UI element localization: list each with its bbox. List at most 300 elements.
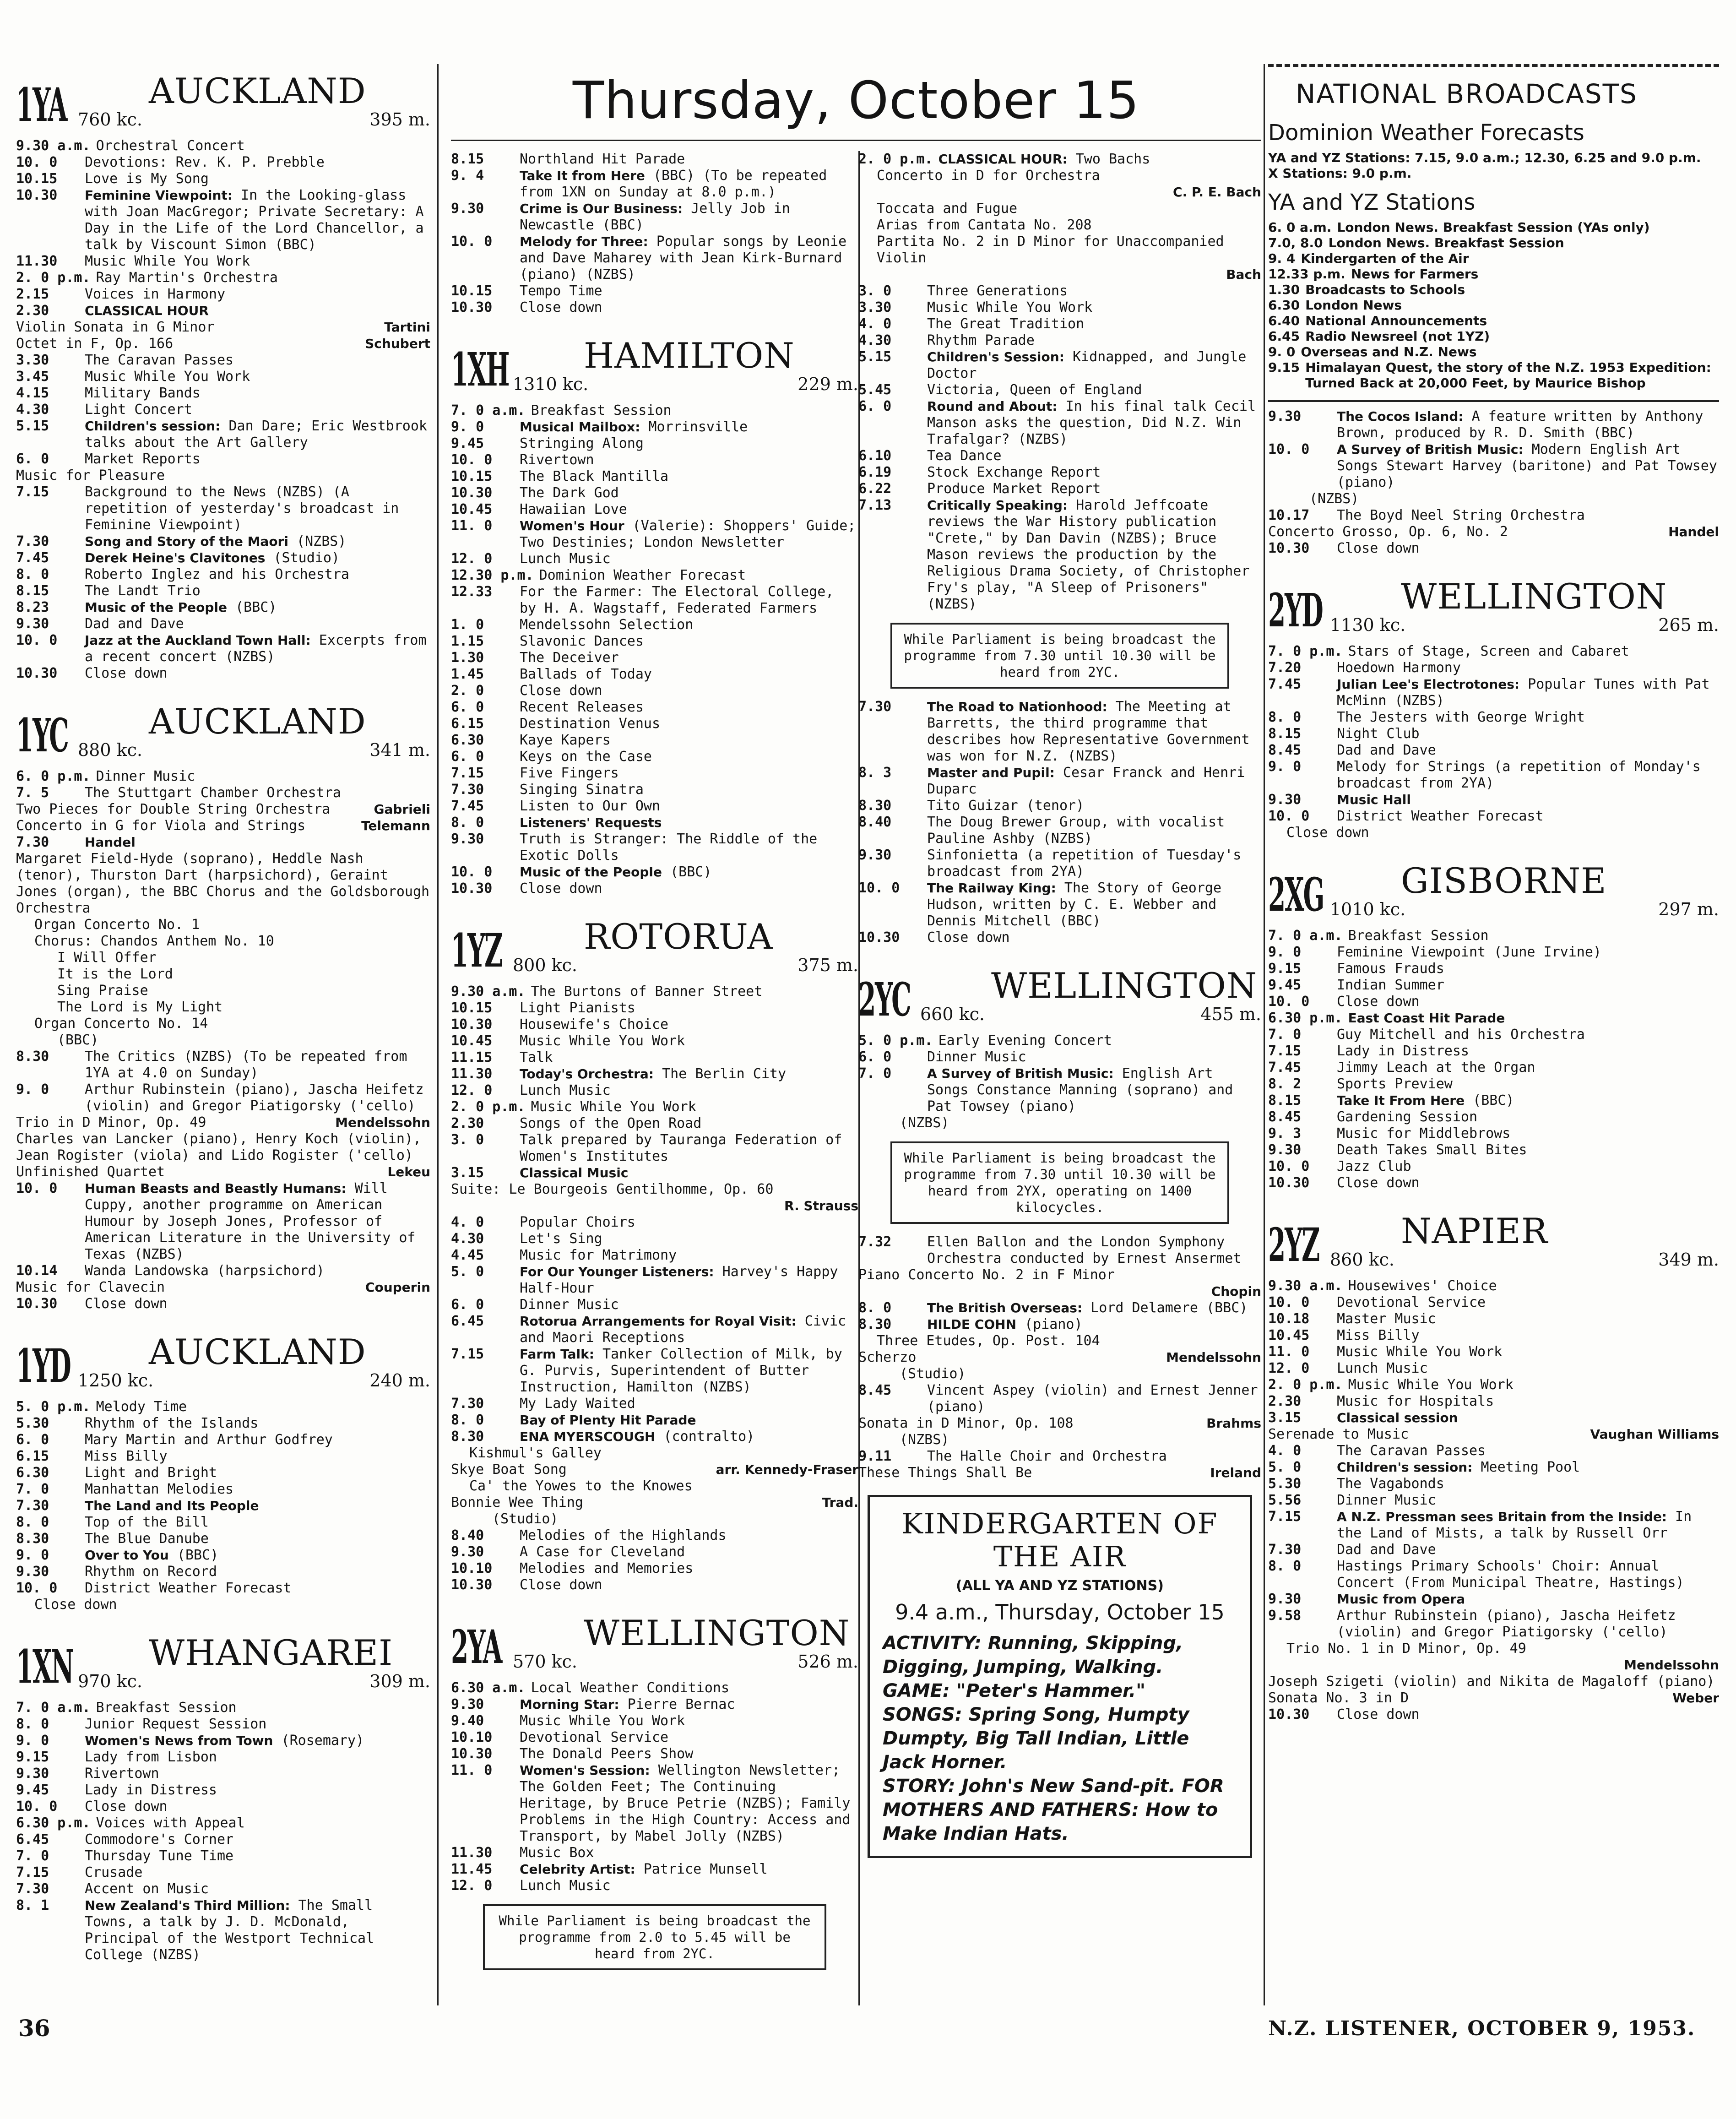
schedule-entry bbox=[451, 1412, 858, 1429]
schedule-entry bbox=[16, 1432, 430, 1448]
composer: Handel bbox=[1668, 524, 1719, 539]
entry-description bbox=[85, 1180, 430, 1263]
entry-time: 10.30 bbox=[451, 485, 493, 501]
entry-detail: Mary Martin and Arthur Godfrey bbox=[85, 1432, 333, 1448]
entry-detail: Close down bbox=[520, 683, 602, 699]
entry-description bbox=[1337, 1175, 1719, 1191]
entry-heading: For Our Younger Listeners: bbox=[520, 1264, 714, 1279]
entry-description bbox=[85, 1564, 430, 1580]
entry-description bbox=[520, 765, 858, 782]
schedule-entry bbox=[451, 1066, 858, 1082]
entry-description bbox=[85, 187, 430, 253]
entry-detail: Dad and Dave bbox=[1337, 1542, 1436, 1558]
entry-time: 9.30 bbox=[16, 1564, 49, 1580]
indented-line: Concerto in D for Orchestra bbox=[877, 168, 1100, 184]
kindergarten-line: SONGS: Spring Song, Humpty Dumpty, Big Tall Indian, Little Jack Horner. bbox=[883, 1704, 1189, 1773]
parliament-notice: While Parliament is being broadcast the programme from 2.0 to 5.45 will be heard from 2YC. bbox=[483, 1904, 826, 1970]
entry-time: 6. 0 bbox=[451, 749, 484, 765]
entry-description bbox=[927, 847, 1261, 880]
entry-detail: Popular Choirs bbox=[520, 1214, 635, 1230]
schedule-entry bbox=[451, 501, 858, 518]
schedule-entry bbox=[1268, 540, 1719, 557]
entry-detail: The Boyd Neel String Orchestra bbox=[1337, 507, 1585, 523]
station-city: AUCKLAND bbox=[149, 1331, 366, 1372]
entry-heading: Bay of Plenty Hit Parade bbox=[520, 1413, 696, 1428]
national-entry bbox=[1268, 298, 1719, 313]
schedule-entry bbox=[858, 299, 1261, 316]
entry-detail: The Halle Choir and Orchestra bbox=[927, 1448, 1167, 1464]
schedule-entry bbox=[451, 716, 858, 732]
schedule-list bbox=[16, 1700, 430, 1963]
entry-time: 7. 0 bbox=[858, 1065, 892, 1081]
entry-detail: The Stuttgart Chamber Orchestra bbox=[85, 785, 341, 801]
entry-description bbox=[85, 566, 430, 583]
schedule-entry bbox=[1268, 1092, 1719, 1109]
entry-description bbox=[520, 551, 858, 567]
entry-description bbox=[520, 1713, 858, 1729]
schedule-entry bbox=[451, 1560, 858, 1577]
schedule-entry bbox=[858, 151, 1261, 168]
schedule-list bbox=[451, 151, 858, 316]
schedule-entry bbox=[16, 1399, 430, 1415]
entry-time: 4.15 bbox=[16, 385, 49, 401]
entry-detail: Close down bbox=[1337, 1175, 1420, 1191]
entry-detail: A Case for Cleveland bbox=[520, 1544, 685, 1560]
entry-description bbox=[85, 1749, 430, 1766]
entry-detail: Truth is Stranger: The Riddle of the Exotic Dolls bbox=[520, 831, 818, 864]
entry-time: 8. 0 bbox=[16, 1514, 49, 1530]
composer: Weber bbox=[1672, 1690, 1719, 1706]
schedule-entry bbox=[451, 1396, 858, 1412]
entry-time: 7.45 bbox=[451, 798, 484, 814]
entry-detail: Dinner Music bbox=[927, 1049, 1026, 1065]
entry-time: 2.15 bbox=[16, 286, 49, 302]
schedule-list bbox=[1268, 643, 1719, 841]
entry-detail: Jazz Club bbox=[1337, 1158, 1411, 1174]
entry-detail: (Studio) bbox=[265, 550, 340, 566]
entry-heading: The Land and Its People bbox=[85, 1498, 259, 1513]
entry-description bbox=[1348, 643, 1719, 660]
entry-heading: Master and Pupil: bbox=[927, 765, 1055, 780]
entry-description bbox=[1337, 1158, 1719, 1175]
schedule-entry bbox=[1268, 1393, 1719, 1410]
entry-time: 7.20 bbox=[1268, 660, 1302, 676]
entry-time: 10.15 bbox=[451, 1000, 493, 1016]
schedule-entry bbox=[451, 584, 858, 617]
weather-forecasts-times: YA and YZ Stations: 7.15, 9.0 a.m.; 12.30, 6.25 and 9.0 p.m. bbox=[1268, 150, 1701, 165]
entry-description bbox=[520, 666, 858, 683]
station-city: WELLINGTON bbox=[991, 965, 1258, 1006]
entry-description: Radio Newsreel (not 1YZ) bbox=[1305, 329, 1490, 344]
station-city: HAMILTON bbox=[584, 335, 795, 376]
station-city: ROTORUA bbox=[584, 916, 773, 957]
schedule-entry bbox=[16, 566, 430, 583]
work-line bbox=[451, 1198, 858, 1214]
schedule-entry bbox=[451, 468, 858, 485]
entry-time: 2. 0 p.m. bbox=[451, 1099, 526, 1115]
entry-description bbox=[85, 1514, 430, 1531]
entry-detail: Singing Sinatra bbox=[520, 782, 644, 798]
entry-time: 2.30 bbox=[451, 1115, 484, 1131]
entry-detail: Lunch Music bbox=[1337, 1360, 1428, 1376]
entry-detail: Popular Tunes with Pat McMinn (NZBS) bbox=[1337, 676, 1710, 709]
entry-time: 8. 0 bbox=[451, 815, 484, 831]
entry-time: 9. 4 bbox=[1268, 251, 1296, 266]
page-number: 36 bbox=[18, 2015, 50, 2042]
entry-time: 10.15 bbox=[16, 171, 58, 187]
work-line bbox=[1268, 1426, 1719, 1443]
composer: R. Strauss bbox=[784, 1198, 858, 1213]
indented-line: (Studio) bbox=[900, 1366, 966, 1382]
entry-time: 6.45 bbox=[1268, 329, 1300, 344]
entry-detail: Melodies of the Highlands bbox=[520, 1527, 727, 1543]
entry-time: 2. 0 p.m. bbox=[1268, 1377, 1343, 1393]
entry-detail: Modern English Art Songs Stewart Harvey (baritone) and Pat Towsey (piano) bbox=[1337, 441, 1717, 490]
station-frequency: 760 kc. bbox=[78, 109, 142, 130]
entry-detail: Master Music bbox=[1337, 1311, 1436, 1327]
entry-detail: Victoria, Queen of England bbox=[927, 382, 1142, 398]
entry-description: Kindergarten of the Air bbox=[1301, 251, 1469, 266]
entry-detail: Listen to Our Own bbox=[520, 798, 661, 814]
schedule-entry bbox=[451, 1214, 858, 1231]
station-frequency: 570 kc. bbox=[513, 1652, 577, 1672]
continuation-line: Suite: Le Bourgeois Gentilhomme, Op. 60 bbox=[451, 1181, 774, 1197]
column-divider bbox=[437, 64, 439, 2005]
entry-time: 10. 0 bbox=[451, 234, 493, 250]
schedule-entry bbox=[451, 1247, 858, 1264]
schedule-list bbox=[451, 402, 858, 897]
schedule-entry bbox=[1268, 1410, 1719, 1426]
schedule-entry bbox=[16, 402, 430, 418]
composer: Chopin bbox=[1211, 1284, 1261, 1299]
schedule-entry bbox=[1268, 1027, 1719, 1043]
indented-line: Organ Concerto No. 1 bbox=[34, 917, 200, 933]
entry-time: 10.30 bbox=[451, 1746, 493, 1762]
entry-time: 10.14 bbox=[16, 1263, 58, 1279]
station-callsign: 2YZ bbox=[1268, 1218, 1319, 1272]
schedule-entry bbox=[16, 138, 430, 154]
entry-time: 9.30 bbox=[451, 1544, 484, 1560]
entry-time: 7.45 bbox=[1268, 676, 1302, 692]
indented-line: Close down bbox=[1286, 825, 1369, 841]
entry-detail: Rhythm on Record bbox=[85, 1564, 217, 1580]
entry-time: 9. 0 bbox=[451, 419, 484, 435]
indented-line: I Will Offer bbox=[57, 950, 157, 966]
entry-time: 10. 0 bbox=[1268, 1158, 1310, 1174]
entry-time: 9.45 bbox=[451, 435, 484, 451]
schedule-entry bbox=[16, 1864, 430, 1881]
entry-detail: Two Bachs bbox=[1067, 151, 1150, 167]
entry-detail: (Valerie): Shoppers' Guide; Two Destinies; London Newsletter bbox=[520, 518, 856, 550]
entry-time: 5. 0 bbox=[1268, 1459, 1302, 1475]
entry-time: 11.30 bbox=[451, 1066, 493, 1082]
entry-time: 9. 3 bbox=[1268, 1125, 1302, 1141]
schedule-entry bbox=[451, 1132, 858, 1165]
entry-description bbox=[927, 316, 1261, 332]
schedule-list bbox=[1268, 1278, 1719, 1723]
entry-detail: The Doug Brewer Group, with vocalist Pauline Ashby (NZBS) bbox=[927, 814, 1225, 847]
schedule-entry bbox=[1268, 726, 1719, 742]
schedule-entry bbox=[451, 452, 858, 468]
work-title: Octet in F, Op. 166 bbox=[16, 336, 174, 352]
schedule-entry bbox=[451, 1082, 858, 1099]
national-entry bbox=[1268, 266, 1719, 282]
entry-heading: Take It from Here bbox=[520, 168, 645, 183]
entry-description bbox=[1337, 759, 1719, 792]
entry-time: 6.22 bbox=[858, 481, 892, 497]
indented-line: The Lord is My Light bbox=[57, 999, 223, 1015]
entry-time: 9.15 bbox=[1268, 961, 1302, 977]
schedule-entry bbox=[1268, 1294, 1719, 1311]
entry-time: 4.45 bbox=[451, 1247, 484, 1263]
entry-description bbox=[85, 550, 430, 566]
schedule-entry bbox=[16, 1831, 430, 1848]
station-heading bbox=[858, 959, 1261, 1030]
entry-time: 9.30 bbox=[16, 616, 49, 632]
entry-time: 3.30 bbox=[858, 299, 892, 315]
entry-time: 3. 0 bbox=[451, 1132, 484, 1148]
indented-line: Close down bbox=[34, 1597, 117, 1613]
entry-time: 10. 0 bbox=[858, 880, 900, 896]
kindergarten-line: GAME: "Peter's Hammer." bbox=[883, 1680, 1146, 1701]
entry-time: 10. 0 bbox=[16, 632, 58, 648]
schedule-list bbox=[858, 1234, 1261, 1481]
schedule-entry bbox=[451, 567, 858, 584]
entry-detail: Voices in Harmony bbox=[85, 286, 226, 302]
entry-time: 2. 0 p.m. bbox=[16, 270, 91, 286]
schedule-entry bbox=[1268, 676, 1719, 709]
composer: Telemann bbox=[361, 818, 430, 833]
schedule-entry bbox=[451, 864, 858, 880]
entry-heading: Classical session bbox=[1337, 1410, 1458, 1425]
entry-detail: Produce Market Report bbox=[927, 481, 1101, 497]
entry-time: 6.19 bbox=[858, 464, 892, 480]
schedule-entry bbox=[451, 699, 858, 716]
entry-description bbox=[1337, 961, 1719, 977]
entry-description bbox=[1337, 1393, 1719, 1410]
schedule-entry bbox=[451, 1577, 858, 1593]
kindergarten-line: STORY: John's New Sand-pit. FOR MOTHERS AND FATHERS: How to Make Indian Hats. bbox=[883, 1776, 1224, 1844]
schedule-entry bbox=[451, 283, 858, 299]
entry-detail: Pierre Bernac bbox=[619, 1696, 735, 1712]
entry-time: 9. 0 bbox=[16, 1081, 49, 1098]
station-heading bbox=[1268, 854, 1719, 925]
entry-detail: (BBC) bbox=[168, 1547, 219, 1563]
entry-detail: Close down bbox=[1337, 994, 1420, 1010]
entry-heading: Musical Mailbox: bbox=[520, 419, 640, 435]
entry-description bbox=[520, 1000, 858, 1016]
schedule-entry bbox=[1268, 742, 1719, 759]
schedule-entry bbox=[16, 1897, 430, 1963]
work-line bbox=[858, 1267, 1261, 1283]
entry-detail: The Berlin City bbox=[654, 1066, 786, 1082]
entry-time: 9.15 bbox=[16, 1749, 49, 1765]
entry-heading: New Zealand's Third Million: bbox=[85, 1898, 290, 1913]
entry-time: 6.30 p.m. bbox=[1268, 1010, 1343, 1026]
entry-time: 5.30 bbox=[16, 1415, 49, 1431]
entry-description bbox=[1337, 1092, 1719, 1109]
entry-description bbox=[927, 481, 1261, 497]
station-frequency: 1130 kc. bbox=[1330, 615, 1406, 635]
entry-detail: Early Evening Concert bbox=[938, 1032, 1112, 1049]
entry-time: 1.30 bbox=[451, 650, 484, 666]
schedule-entry bbox=[451, 1313, 858, 1346]
weather-forecasts-heading: Dominion Weather Forecasts bbox=[1268, 120, 1584, 146]
entry-detail: Jelly Job in Newcastle (BBC) bbox=[520, 201, 790, 233]
entry-detail: Lunch Music bbox=[520, 551, 611, 567]
station-heading bbox=[1268, 1204, 1719, 1275]
entry-time: 10.30 bbox=[1268, 1175, 1310, 1191]
entry-description bbox=[1337, 1142, 1719, 1158]
station-callsign: 1XH bbox=[451, 342, 509, 397]
entry-time: 10.30 bbox=[1268, 540, 1310, 556]
entry-heading: Morning Star: bbox=[520, 1697, 619, 1712]
entry-description bbox=[85, 171, 430, 187]
schedule-entry bbox=[16, 1766, 430, 1782]
entry-description bbox=[1348, 928, 1719, 944]
entry-time: 7. 0 a.m. bbox=[16, 1700, 91, 1716]
schedule-entry bbox=[451, 1049, 858, 1066]
schedule-entry bbox=[16, 1547, 430, 1564]
entry-time: 10. 0 bbox=[1268, 994, 1310, 1010]
schedule-entry bbox=[451, 765, 858, 782]
entry-time: 10.10 bbox=[451, 1729, 493, 1745]
schedule-entry bbox=[451, 1297, 858, 1313]
entry-heading: Music of the People bbox=[520, 864, 662, 880]
entry-detail: Cesar Franck and Henri Duparc bbox=[927, 765, 1245, 797]
schedule-entry bbox=[1268, 994, 1719, 1010]
national-entry bbox=[1268, 220, 1719, 235]
entry-detail: The Blue Danube bbox=[85, 1531, 209, 1547]
entry-heading: Women's Session: bbox=[520, 1763, 650, 1778]
entry-time: 9.30 bbox=[1268, 1591, 1302, 1607]
work-line bbox=[858, 1465, 1261, 1481]
entry-time: 10.30 bbox=[16, 187, 58, 203]
entry-description bbox=[520, 485, 858, 501]
kindergarten-line: ACTIVITY: Running, Skipping, Digging, Jumping, Walking. bbox=[883, 1633, 1183, 1678]
entry-time: 1. 0 bbox=[451, 617, 484, 633]
station-wavelength: 265 m. bbox=[1658, 615, 1719, 635]
schedule-entry bbox=[16, 451, 430, 467]
entry-detail: Close down bbox=[520, 880, 602, 896]
schedule-list bbox=[858, 151, 1261, 613]
station-frequency: 660 kc. bbox=[920, 1004, 985, 1024]
entry-time: 7.30 bbox=[1268, 1542, 1302, 1558]
work-line bbox=[16, 319, 430, 336]
entry-description bbox=[520, 1049, 858, 1066]
schedule-entry bbox=[858, 765, 1261, 798]
entry-detail: Will Cuppy, another programme on American Humour by Joseph Jones, Professor of American Literature in the University of Texas (NZBS) bbox=[85, 1180, 416, 1262]
entry-description bbox=[1337, 944, 1719, 961]
entry-time: 8.40 bbox=[858, 814, 892, 830]
entry-description bbox=[520, 1033, 858, 1049]
entry-detail: Melody for Strings (a repetition of Monday's broadcast from 2YA) bbox=[1337, 759, 1701, 791]
schedule-entry bbox=[16, 187, 430, 253]
entry-heading: Derek Heine's Clavitones bbox=[85, 550, 266, 565]
entry-description bbox=[520, 1429, 858, 1445]
entry-description bbox=[927, 1448, 1261, 1465]
schedule-entry bbox=[1268, 1558, 1719, 1591]
schedule-entry bbox=[451, 1115, 858, 1132]
entry-description bbox=[927, 448, 1261, 464]
schedule-entry bbox=[1268, 961, 1719, 977]
composer: Tartini bbox=[384, 320, 430, 335]
entry-detail: Dan Dare; Eric Westbrook talks about the Art Gallery bbox=[85, 418, 427, 451]
composer: Lekeu bbox=[387, 1164, 430, 1179]
work-line bbox=[1268, 524, 1719, 540]
entry-description bbox=[520, 1729, 858, 1746]
entry-description bbox=[520, 1214, 858, 1231]
station-wavelength: 395 m. bbox=[369, 109, 430, 130]
entry-description bbox=[520, 864, 858, 880]
entry-description bbox=[927, 283, 1261, 299]
station-city: NAPIER bbox=[1401, 1211, 1548, 1251]
entry-description bbox=[85, 1848, 430, 1864]
schedule-entry bbox=[1268, 643, 1719, 660]
work-line bbox=[16, 336, 430, 352]
entry-detail: My Lady Waited bbox=[520, 1396, 635, 1412]
entry-description bbox=[520, 1861, 858, 1878]
entry-time: 9.30 bbox=[451, 1696, 484, 1712]
entry-description bbox=[520, 782, 858, 798]
entry-time: 3.15 bbox=[451, 1165, 484, 1181]
schedule-entry bbox=[858, 398, 1261, 448]
schedule-entry bbox=[1268, 1142, 1719, 1158]
entry-description bbox=[520, 452, 858, 468]
entry-description bbox=[85, 352, 430, 369]
entry-time: 9.30 a.m. bbox=[451, 983, 526, 1000]
entry-detail: Feminine Viewpoint (June Irvine) bbox=[1337, 944, 1601, 960]
station-heading bbox=[16, 64, 430, 135]
schedule-list bbox=[451, 1680, 858, 1894]
station-frequency: 1310 kc. bbox=[513, 374, 589, 394]
entry-time: 8.40 bbox=[451, 1527, 484, 1543]
entry-description bbox=[927, 814, 1261, 847]
schedule-entry bbox=[858, 1049, 1261, 1065]
entry-detail: Close down bbox=[85, 1798, 168, 1815]
entry-description: London News bbox=[1305, 298, 1402, 313]
schedule-entry bbox=[451, 1713, 858, 1729]
entry-detail: (BBC) bbox=[662, 864, 712, 880]
entry-detail: (NZBS) bbox=[288, 533, 347, 549]
schedule-entry bbox=[1268, 1542, 1719, 1558]
work-title: Concerto in G for Viola and Strings bbox=[16, 818, 306, 834]
schedule-entry bbox=[451, 1099, 858, 1115]
entry-description bbox=[520, 1082, 858, 1099]
entry-description bbox=[1337, 1109, 1719, 1125]
continuation-line: Margaret Field-Hyde (soprano), Heddle Nash (tenor), Thurston Dart (harpsichord), Geraint Jones (organ), the BBC Chorus and the Goldsborough Orchestra bbox=[16, 851, 430, 916]
schedule-entry bbox=[858, 880, 1261, 929]
schedule-entry bbox=[451, 1016, 858, 1033]
schedule-entry bbox=[1268, 1060, 1719, 1076]
entry-time: 9. 0 bbox=[1268, 944, 1302, 960]
schedule-entry bbox=[1268, 1377, 1719, 1393]
entry-detail: Close down bbox=[1337, 540, 1420, 556]
entry-detail: Miss Billy bbox=[85, 1448, 168, 1464]
entry-time: 5. 0 p.m. bbox=[858, 1032, 933, 1049]
entry-detail: Light Pianists bbox=[520, 1000, 635, 1016]
schedule-entry bbox=[451, 201, 858, 234]
schedule-list bbox=[16, 138, 430, 682]
entry-time: 4. 0 bbox=[858, 316, 892, 332]
entry-detail: Death Takes Small Bites bbox=[1337, 1142, 1527, 1158]
entry-description bbox=[1337, 1311, 1719, 1327]
entry-heading: East Coast Hit Parade bbox=[1348, 1011, 1505, 1026]
entry-detail: Dad and Dave bbox=[1337, 742, 1436, 758]
continuation-line: Music for Pleasure bbox=[16, 467, 165, 484]
entry-detail: Music While You Work bbox=[520, 1713, 685, 1729]
station-city: AUCKLAND bbox=[149, 701, 366, 742]
